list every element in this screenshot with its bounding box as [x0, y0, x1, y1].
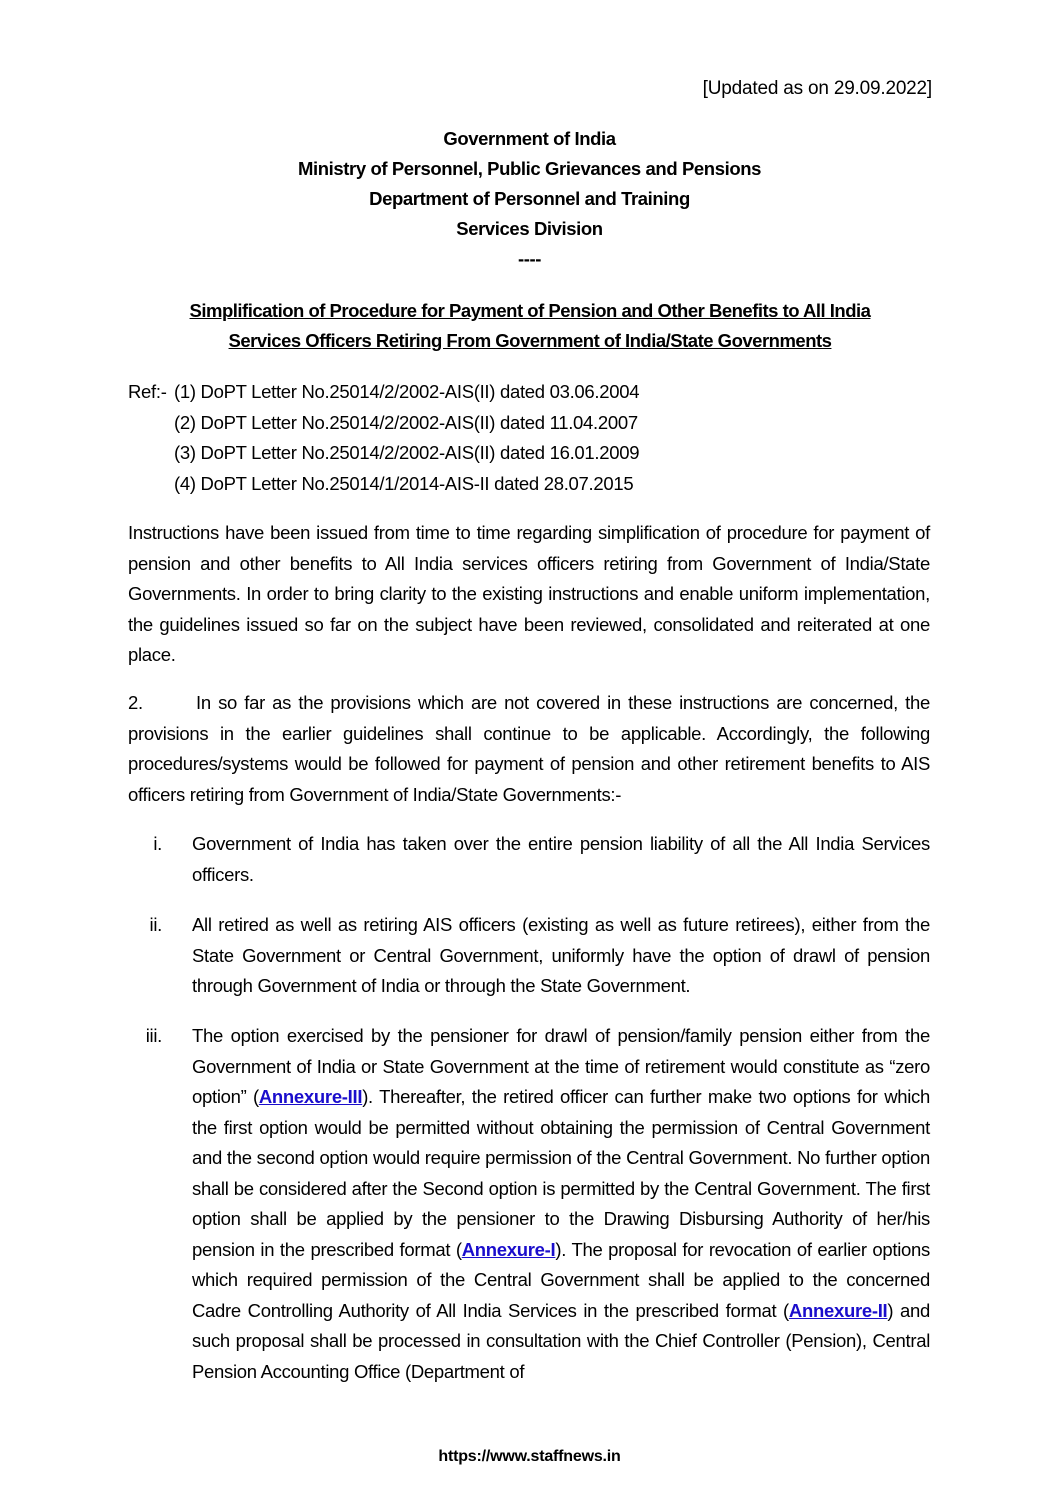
annexure-ii-link[interactable]: Annexure-II: [788, 1299, 888, 1321]
text-segment: ) and such proposal shall be processed in consultation with the Chief Controller (Pension), Central Pension Accounting Office (Department of: [192, 1299, 930, 1382]
reference-text: (2) DoPT Letter No.25014/2/2002-AIS(II) dated 11.04.2007: [174, 411, 638, 433]
title-line-1: Simplification of Procedure for Payment of Pension and Other Benefits to All India: [189, 300, 871, 321]
reference-item: [128, 408, 828, 439]
letterhead-ministry: Ministry of Personnel, Public Grievances and Pensions: [297, 158, 762, 179]
reference-item: [128, 469, 828, 500]
paragraph-number: 2.: [128, 692, 143, 713]
list-item-text: Government of India has taken over the entire pension liability of all the All India Services officers.: [192, 833, 930, 885]
reference-text: (4) DoPT Letter No.25014/1/2014-AIS-II dated 28.07.2015: [174, 472, 634, 494]
annexure-i-link[interactable]: Annexure-I: [461, 1238, 556, 1260]
paragraph-2: [128, 688, 930, 810]
letterhead-government: Government of India: [443, 128, 616, 149]
list-numeral: i.: [153, 833, 162, 854]
list-item-text: All retired as well as retiring AIS officers (existing as well as future retirees), either from the State Government or Central Government, uniformly have the option of drawl of pension through Government of India or through the State Government.: [192, 914, 930, 996]
paragraph-2-text: In so far as the provisions which are not covered in these instructions are concerned, the provisions in the earlier guidelines shall continue to be applicable. Accordingly, the following procedures/systems would be followed for payment of pension and other retirement benefits to AIS officers retiring from Government of India/State Governments:-: [128, 692, 930, 805]
reference-text: (1) DoPT Letter No.25014/2/2002-AIS(II) dated 03.06.2004: [174, 381, 640, 402]
list-numeral: iii.: [145, 1025, 162, 1046]
reference-text: (3) DoPT Letter No.25014/2/2002-AIS(II) dated 16.01.2009: [174, 442, 640, 463]
title-line-2: Services Officers Retiring From Government of India/State Governments: [228, 330, 832, 351]
text-segment: The option exercised by the pensioner for drawl of pension/family pension either from the Government of India or State Government at the time of retirement would constitute as “zero option” (: [192, 1025, 930, 1107]
intro-paragraph: Instructions have been issued from time to time regarding simplification of procedure for payment of pension and other benefits to All India services officers retiring from Government of India/State Governments. In order to bring clarity to the existing instructions and enable uniform implementation, the guidelines issued so far on the subject have been reviewed, consolidated and reiterated at one place.: [128, 522, 930, 665]
letterhead-separator: ----: [517, 248, 542, 269]
footer-url: https://www.staffnews.in: [438, 1448, 621, 1465]
list-item-text: [192, 1021, 930, 1387]
letterhead-division: Services Division: [456, 218, 603, 239]
text-segment: ). The proposal for revocation of earlier options which required permission of the Central Government shall be applied to the concerned Cadre Controlling Authority of All India Services in the prescribed format (: [192, 1238, 930, 1321]
list-numeral: ii.: [149, 914, 162, 935]
document-title: [120, 296, 940, 356]
reference-item: [128, 377, 828, 408]
references-label: Ref:-: [128, 381, 167, 402]
reference-item: [128, 438, 828, 469]
references-block: [128, 377, 828, 499]
text-segment: ). Thereafter, the retired officer can further make two options for which the first option would be permitted without obtaining the permission of Central Government and the second option would require permission of the Central Government. No further option shall be considered after the Second option is permitted by the Central Government. The first option shall be applied by the pensioner to the Drawing Disbursing Authority of her/his pension in the prescribed format (: [192, 1086, 930, 1260]
letterhead: [0, 124, 1059, 274]
letterhead-department: Department of Personnel and Training: [369, 188, 690, 209]
updated-date-note: [Updated as on 29.09.2022]: [702, 78, 932, 99]
annexure-iii-link[interactable]: Annexure-III: [258, 1086, 363, 1107]
